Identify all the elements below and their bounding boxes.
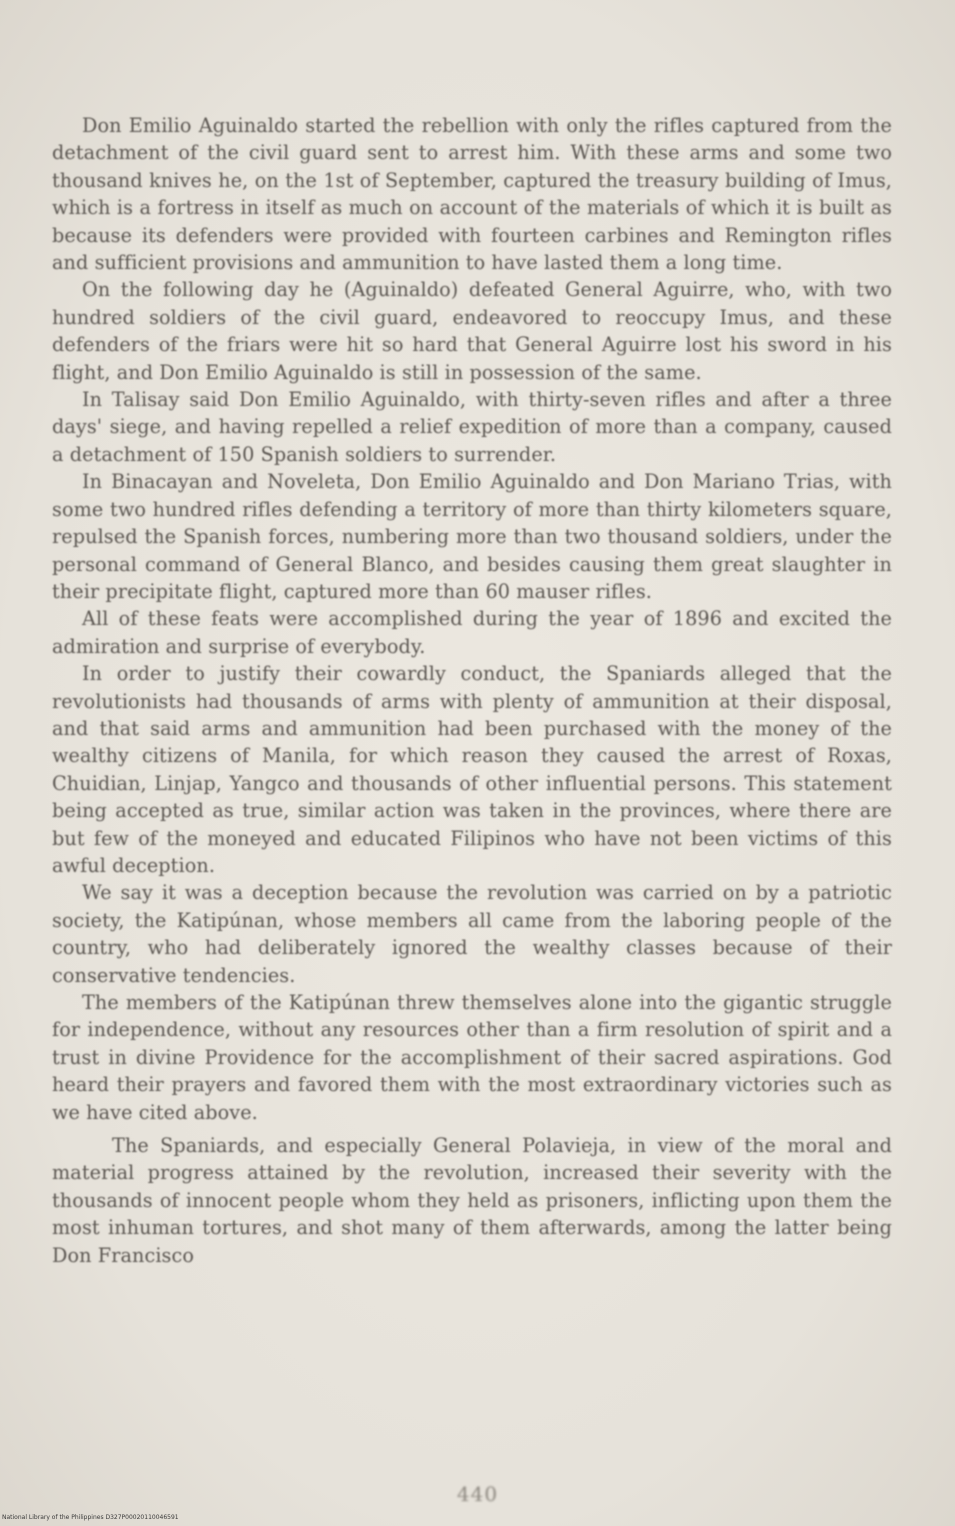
paragraph-3: In Talisay said Don Emilio Aguinaldo, with thirty-seven rifles and after a three days' siege, and having repelled a relief expedition of more than a company, caused a detachment of 150 Spanish soldiers to surrender. [52, 388, 892, 466]
paragraph-7: We say it was a deception because the revolution was carried on by a patriotic society, the Katipúnan, whose members all came from the laboring people of the country, who had deliberately ignored the wealthy classes because of their conservative tendencies. [52, 881, 892, 987]
paragraph-1: Don Emilio Aguinaldo started the rebellion with only the rifles captured from the detachment of the civil guard sent to arrest him. With these arms and some two thousand knives he, on the 1st of September, captured the treasury building of Imus, which is a fortress in itself as much on account of the materials of which it is built as because its defenders were provided with fourteen carbines and Remington rifles and sufficient provisions and ammunition to have lasted them a long time. [52, 114, 892, 275]
paragraph-4: In Binacayan and Noveleta, Don Emilio Aguinaldo and Don Mariano Trias, with some two hundred rifles defending a territory of more than thirty kilometers square, repulsed the Spanish forces, numbering more than two thousand soldiers, under the personal command of General Blanco, and besides causing them great slaughter in their precipitate flight, captured more than 60 mauser rifles. [52, 470, 892, 603]
paragraph-2: On the following day he (Aguinaldo) defeated General Aguirre, who, with two hundred soldiers of the civil guard, endeavored to reoccupy Imus, and these defenders of the friars were hit so hard that General Aguirre lost his sword in his flight, and Don Emilio Aguinaldo is still in possession of the same. [52, 278, 892, 384]
paragraph-5: All of these feats were accomplished during the year of 1896 and excited the admiration and surprise of everybody. [52, 607, 892, 658]
body-text [52, 112, 892, 1269]
footer-credit: National Library of the Philippines D327P00020110046591 [2, 1514, 179, 1521]
paragraph-6: In order to justify their cowardly conduct, the Spaniards alleged that the revolutionists had thousands of arms with plenty of ammunition at their disposal, and that said arms and ammunition had been purchased with the money of the wealthy citizens of Manila, for which reason they caused the arrest of Roxas, Chuidian, Linjap, Yangco and thousands of other influential persons. This statement being accepted as true, similar action was taken in the provinces, where there are but few of the moneyed and educated Filipinos who have not been victims of this awful deception. [52, 662, 892, 877]
page-number: 440 [456, 1482, 499, 1506]
paragraph-9: The Spaniards, and especially General Polavieja, in view of the moral and material progress attained by the revolution, increased their severity with the thousands of innocent people whom they held as prisoners, inflicting upon them the most inhuman tortures, and shot many of them afterwards, among the latter being Don Francisco [52, 1134, 892, 1267]
paragraph-8: The members of the Katipúnan threw themselves alone into the gigantic struggle for independence, without any resources other than a firm resolution of spirit and a trust in divine Providence for the accomplishment of their sacred aspirations. God heard their prayers and favored them with the most extraordinary victories such as we have cited above. [52, 991, 892, 1124]
